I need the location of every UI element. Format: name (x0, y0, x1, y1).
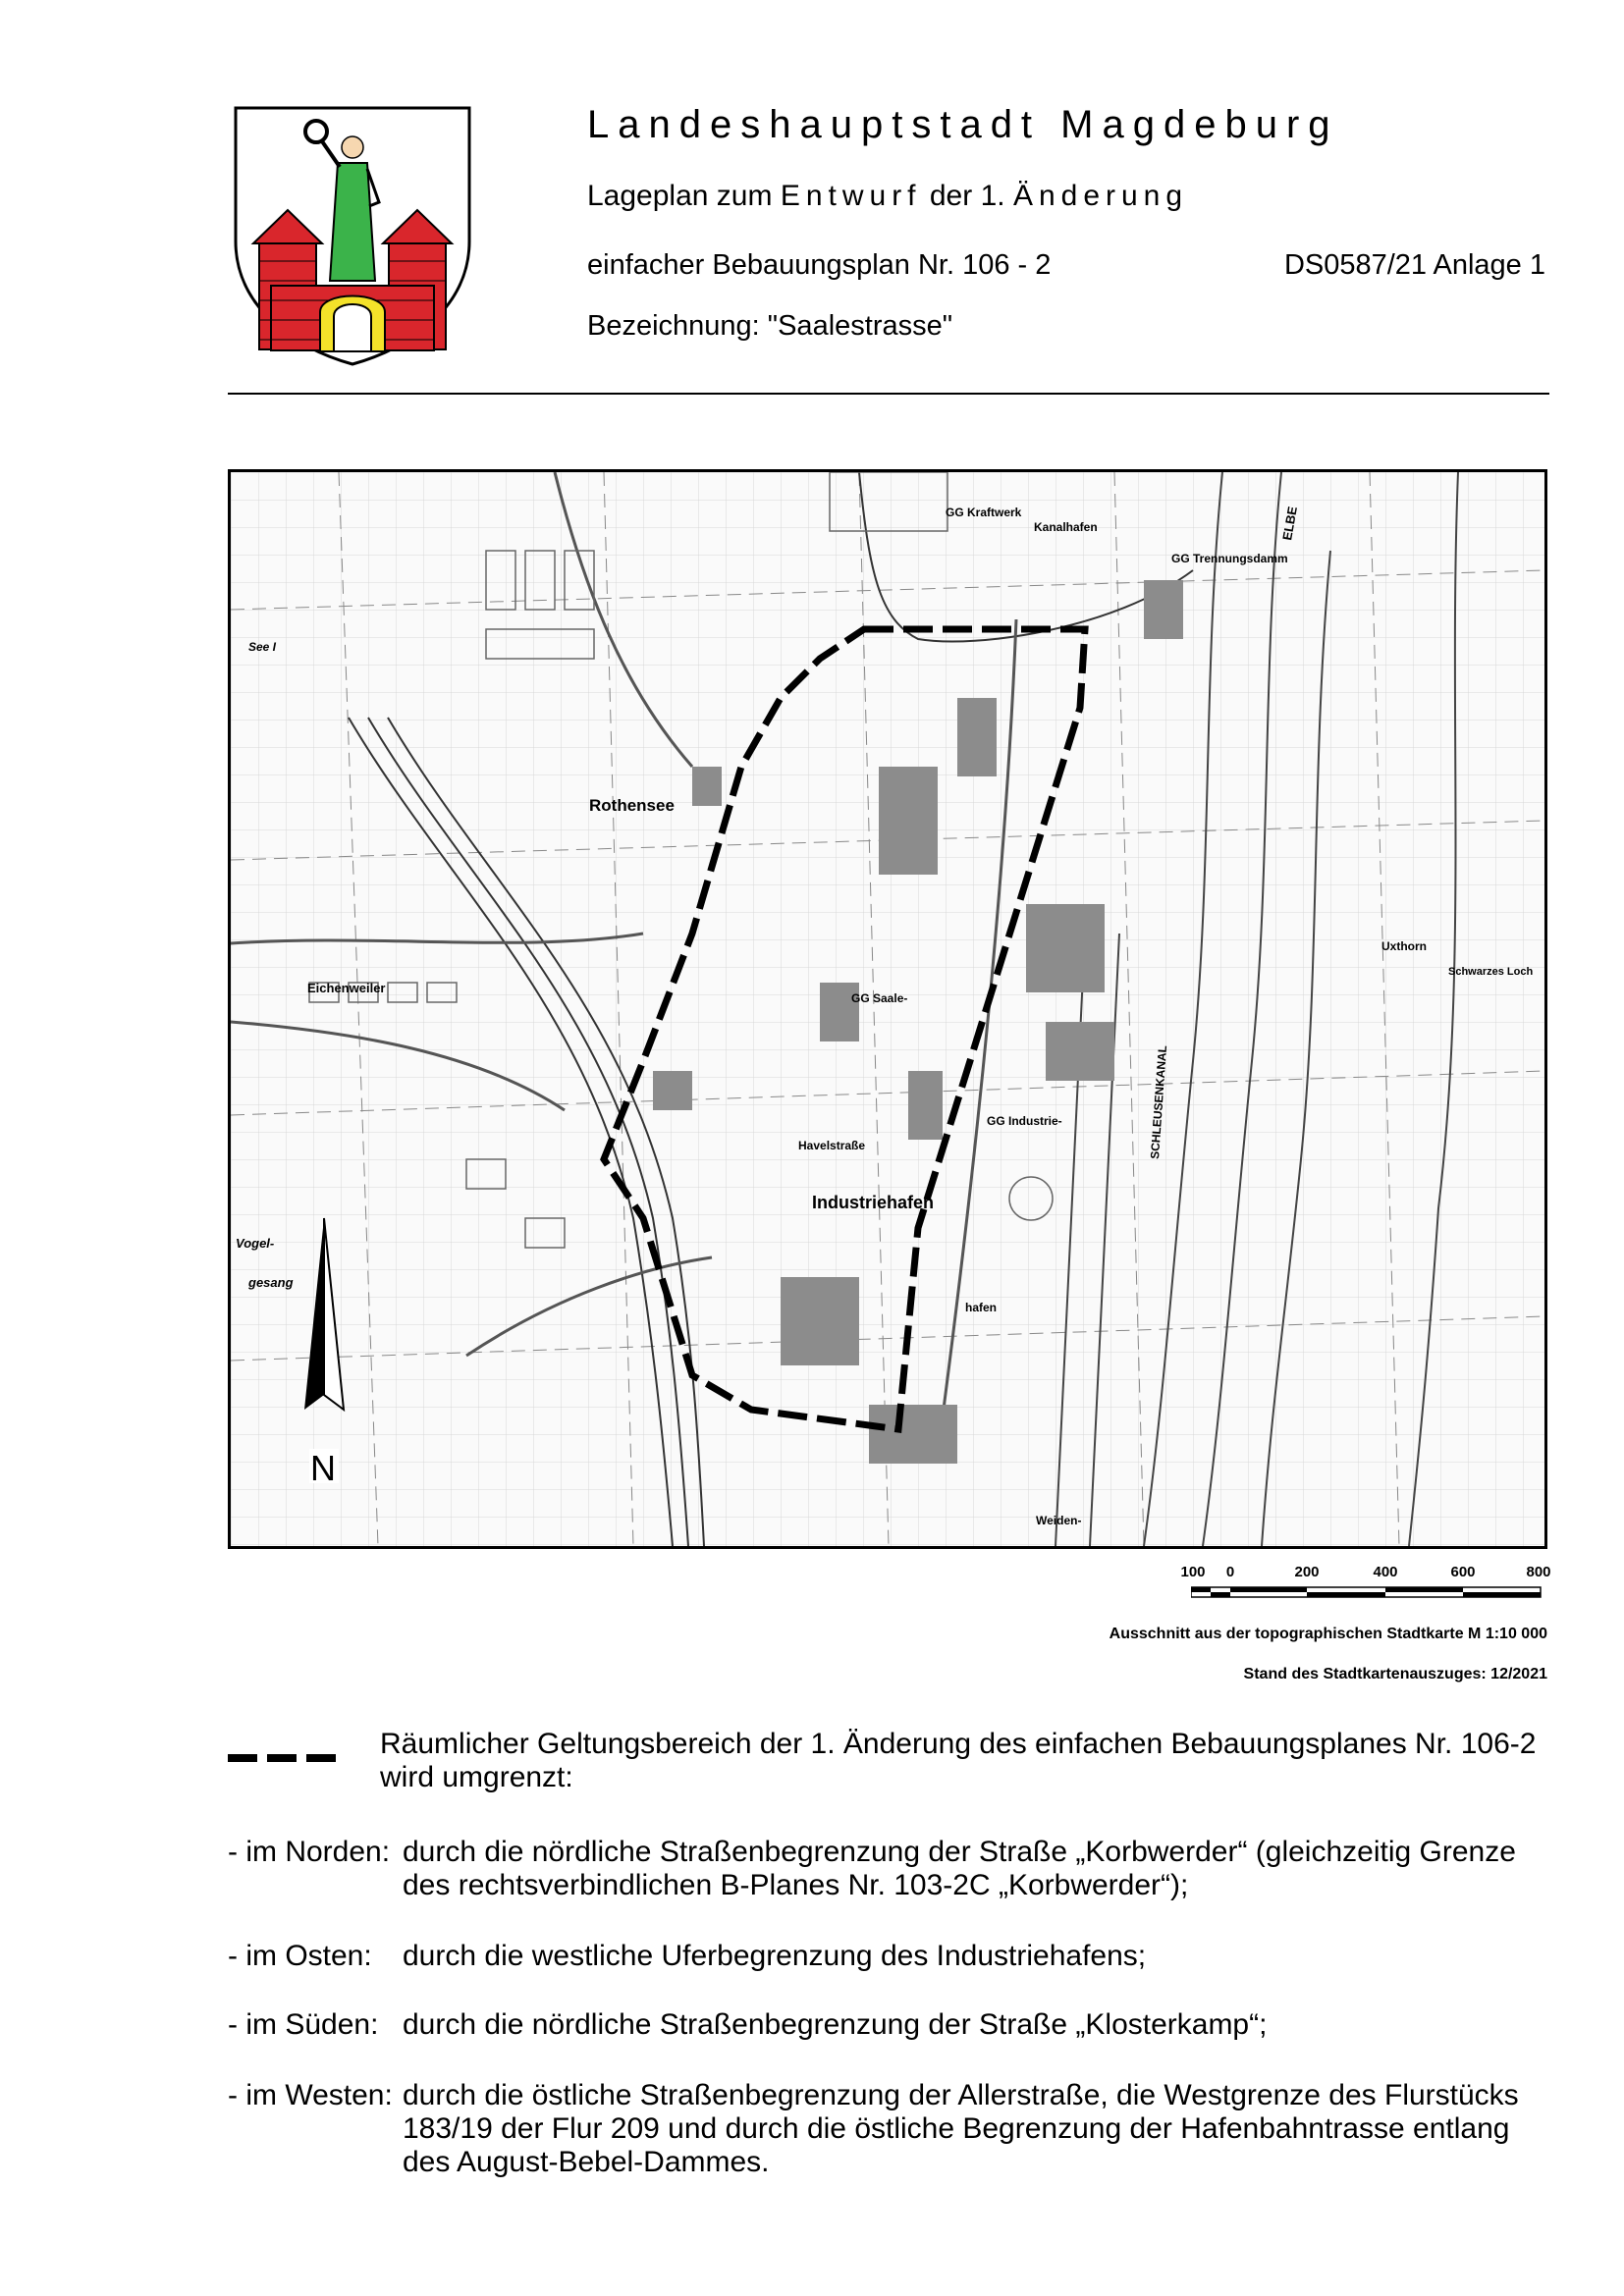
boundary-line-symbol (228, 1753, 336, 1763)
designation: Bezeichnung: "Saalestrasse" (587, 310, 953, 342)
scale-label-100: 100 (1180, 1564, 1206, 1580)
label-vogel: Vogel- (236, 1236, 275, 1251)
document-reference: DS0587/21 Anlage 1 (1283, 249, 1545, 281)
label-hafen: hafen (965, 1301, 998, 1314)
label-weiden: Weiden- (1036, 1514, 1082, 1527)
scale-label-600: 600 (1450, 1564, 1476, 1580)
boundary-west-text: durch die östliche Straßenbegrenzung der Allerstraße, die Westgrenze des Flurstücks 183/19 der Flur 209 und durch die östliche Begrenzung der Hafenbahntrasse entlang des August-Bebel-Dammes. (403, 2079, 1519, 2178)
page-title: Landeshauptstadt Magdeburg (587, 103, 1339, 146)
boundary-south-label: - im Süden: (228, 2008, 379, 2041)
subtitle-prefix: Lageplan zum (587, 180, 773, 212)
label-rothensee: Rothensee (589, 796, 675, 815)
label-kraftwerk: GG Kraftwerk (946, 506, 1022, 519)
north-label: N (310, 1448, 336, 1488)
scale-label-400: 400 (1373, 1564, 1398, 1580)
label-industrie: GG Industrie- (987, 1114, 1062, 1128)
boundary-west-label: - im Westen: (228, 2079, 393, 2111)
scale-bar-graphic (1191, 1585, 1543, 1599)
scale-label-0: 0 (1225, 1564, 1235, 1580)
boundary-east-label: - im Osten: (228, 1940, 372, 1972)
label-industriehafen: Industriehafen (812, 1193, 935, 1212)
subtitle-word: Entwurf (780, 180, 922, 212)
label-havelstrasse: Havelstraße (798, 1139, 866, 1152)
label-trennungsdamm: GG Trennungsdamm (1171, 552, 1288, 565)
boundary-north-text: durch die nördliche Straßenbegrenzung der Straße „Korbwerder“ (gleichzeitig Grenze des rechtsverbindlichen B-Planes Nr. 103-2C „Korbwerder“); (403, 1836, 1516, 1901)
scale-bar (1164, 1564, 1551, 1623)
label-schwarzes-loch: Schwarzes Loch (1448, 966, 1534, 978)
scale-label-800: 800 (1526, 1564, 1551, 1580)
label-gesang: gesang (248, 1275, 294, 1290)
boundary-south-text: durch die nördliche Straßenbegrenzung der Straße „Klosterkamp“; (403, 2008, 1268, 2041)
legend-description: Räumlicher Geltungsbereich der 1. Änderung des einfachen Bebauungsplanes Nr. 106-2 wird umgrenzt: (380, 1728, 1537, 1793)
header-divider (228, 393, 1549, 395)
map-source: Ausschnitt aus der topographischen Stadtkarte M 1:10 000 (1109, 1626, 1547, 1642)
label-uxthorn: Uxthorn (1381, 939, 1427, 953)
site-map (228, 469, 1547, 1549)
boundary-east-text: durch die westliche Uferbegrenzung des Industriehafens; (403, 1940, 1147, 1972)
subtitle (587, 180, 1188, 213)
scale-label-200: 200 (1294, 1564, 1320, 1580)
label-eichenweiler: Eichenweiler (307, 981, 386, 995)
subtitle-change: Änderung (1012, 180, 1189, 212)
label-saale: GG Saale- (851, 991, 908, 1005)
map-drawing (231, 472, 1544, 1546)
label-schleusenkanal: SCHLEUSENKANAL (1148, 1044, 1170, 1160)
coat-of-arms-logo (232, 104, 473, 369)
boundary-north-label: - im Norden: (228, 1836, 391, 1868)
label-elbe: ELBE (1279, 505, 1300, 542)
label-see: See I (248, 640, 277, 654)
subtitle-mid: der 1. (929, 180, 1005, 212)
label-kanalhafen: Kanalhafen (1034, 520, 1098, 534)
map-date: Stand des Stadtkartenauszuges: 12/2021 (1243, 1666, 1547, 1682)
plan-name: einfacher Bebauungsplan Nr. 106 - 2 (587, 249, 1052, 281)
